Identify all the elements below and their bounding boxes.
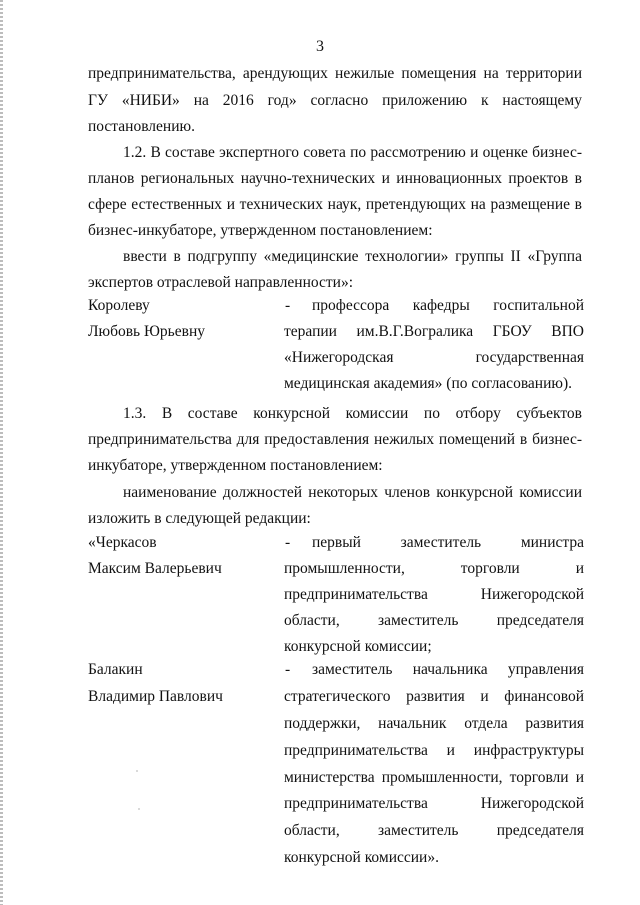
member-desc-line-1: первый заместитель министра [312,534,584,551]
member-given-name: Владимир Павлович [88,688,223,705]
section-1-2-line-1: 1.2. В составе экспертного совета по рассмотрению и оценке бизнес- [123,144,582,161]
scan-edge [0,0,3,905]
member-desc-line-4: медицинская академия» (по согласованию). [284,375,573,392]
member-desc-line-5: министерства промышленности, торговли и [284,769,584,786]
member-desc-line-6: предпринимательства Нижегородской [284,795,584,812]
member-desc-line-3: предпринимательства Нижегородской [284,586,584,603]
member-surname: Балакин [88,661,143,678]
scan-speck [138,808,140,810]
section-1-2-instruction-1: ввести в подгруппу «медицинские технологии» группы II «Группа [123,248,582,265]
member-desc-line-4: области, заместитель председателя [284,612,584,629]
member-desc-line-5: конкурсной комиссии; [284,638,432,655]
section-1-2-line-2: планов региональных научно-технических и инновационных проектов в [88,170,582,187]
member-dash: - [285,661,291,678]
page-number: 3 [316,38,324,55]
section-1-2-instruction-2: экспертов отраслевой направленности»: [88,274,354,291]
member-desc-line-2: стратегического развития и финансовой [284,688,584,705]
member-surname: «Черкасов [88,534,157,551]
scan-speck [136,770,138,772]
intro-line-3: постановлению. [88,118,195,135]
section-1-3-line-1: 1.3. В составе конкурсной комиссии по отбору субъектов [123,405,582,422]
member-desc-line-2: промышленности, торговли и [284,560,584,577]
member-desc-line-1: профессора кафедры госпитальной [312,297,584,314]
member-desc-line-2: терапии им.В.Г.Вогралика ГБОУ ВПО [284,323,584,340]
section-1-3-line-3: инкубаторе, утвержденном постановлением: [88,457,383,474]
section-1-3-instruction-2: изложить в следующей редакции: [88,510,311,527]
member-desc-line-7: области, заместитель председателя [284,822,584,839]
section-1-3-line-2: предпринимательства для предоставления нежилых помещений в бизнес- [88,431,582,448]
member-desc-line-3: поддержки, начальник отдела развития [284,715,584,732]
section-1-3-instruction-1: наименование должностей некоторых членов конкурсной комиссии [123,484,582,501]
member-dash: - [285,534,291,551]
member-desc-line-4: предпринимательства и инфраструктуры [284,742,584,759]
member-desc-line-1: заместитель начальника управления [312,661,584,678]
intro-line-1: предпринимательства, арендующих нежилые помещения на территории [88,65,582,82]
member-given-name: Любовь Юрьевну [88,323,205,340]
member-dash: - [285,297,291,314]
member-desc-line-8: конкурсной комиссии». [284,849,439,866]
section-1-2-line-3: сфере естественных и технических наук, претендующих на размещение в [88,196,582,213]
intro-line-2: ГУ «НИБИ» на 2016 год» согласно приложению к настоящему [88,92,582,109]
member-desc-line-3: «Нижегородская государственная [284,349,584,366]
member-given-name: Максим Валерьевич [88,560,222,577]
section-1-2-line-4: бизнес-инкубаторе, утвержденном постановлением: [88,222,433,239]
member-surname: Королеву [88,297,150,314]
